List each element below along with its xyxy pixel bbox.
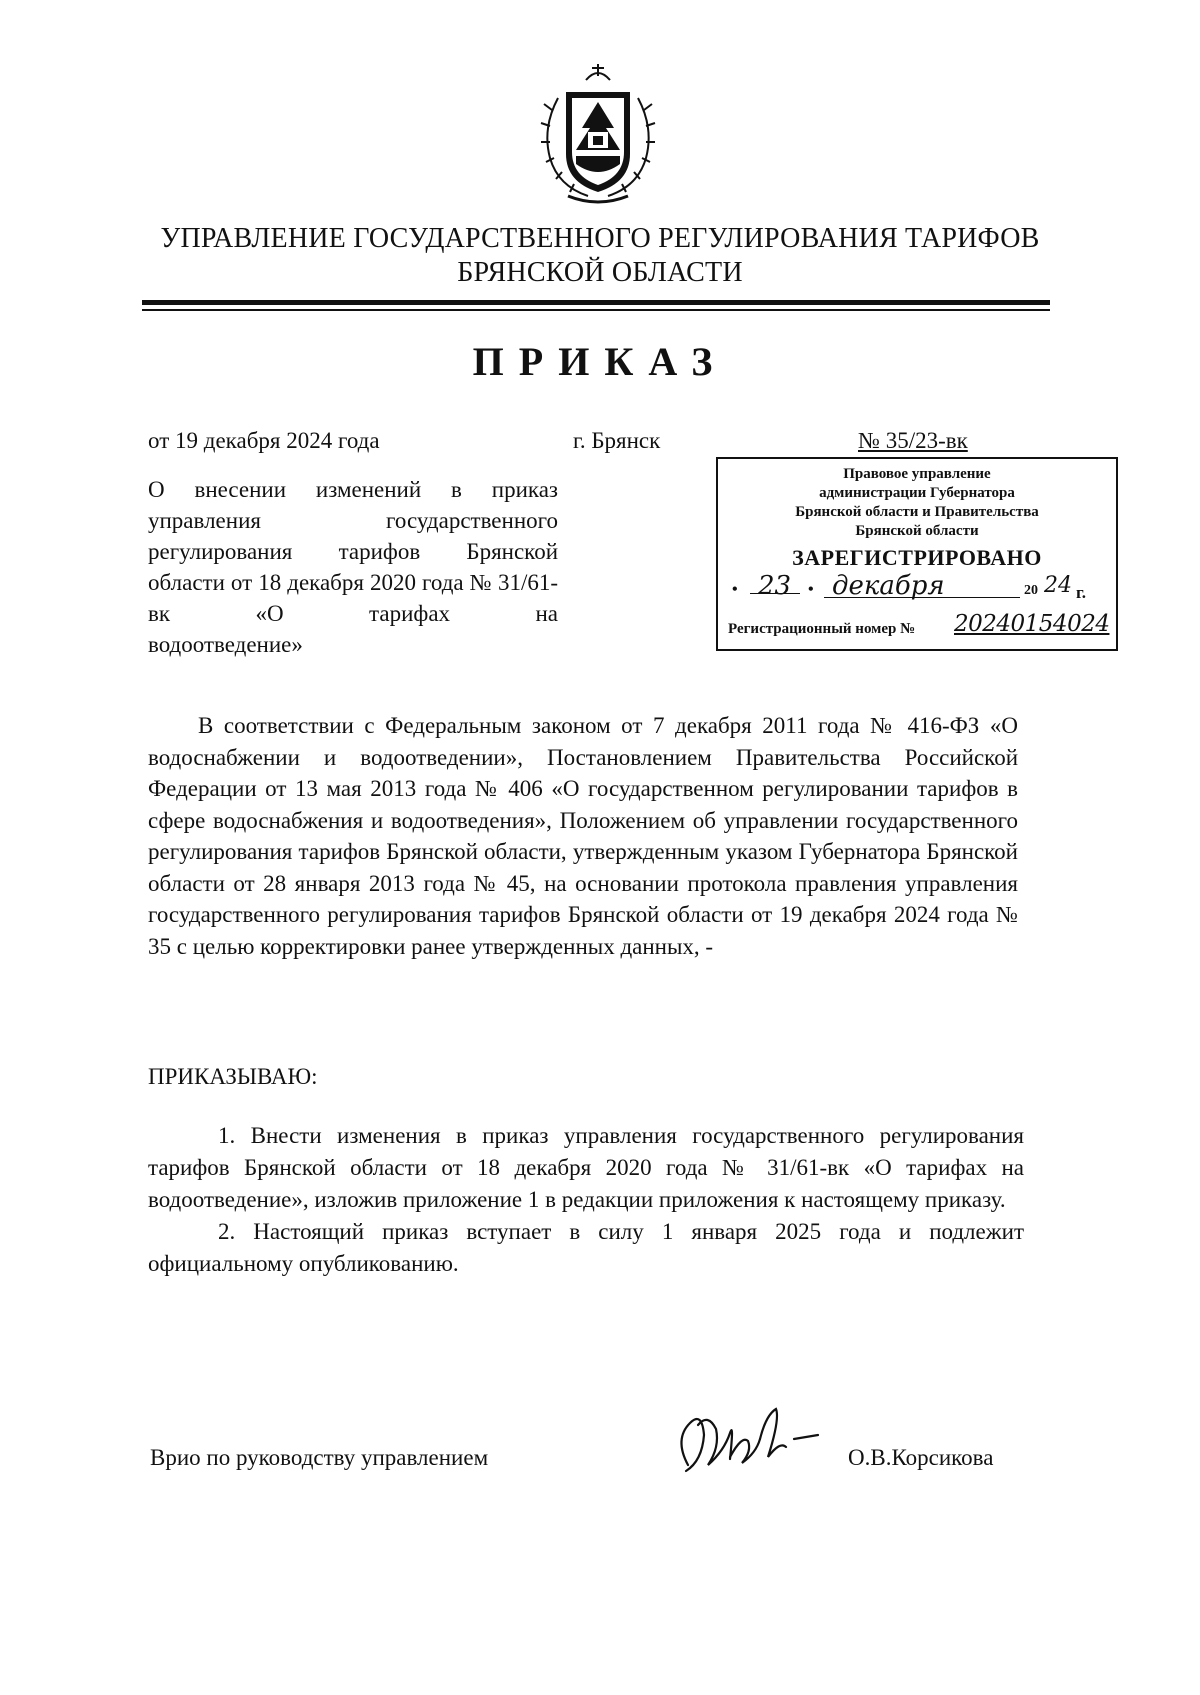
stamp-header <box>718 465 1116 541</box>
preamble-paragraph <box>148 710 1018 962</box>
stamp-registration-row <box>728 611 1112 643</box>
stamp-line-3: Брянской области и Правительства <box>795 504 1039 520</box>
stamp-year-suffix: г. <box>1076 583 1087 602</box>
stamp-dot-2: • <box>808 581 814 598</box>
header-rule-thin <box>142 309 1050 311</box>
coat-of-arms-emblem <box>528 58 668 208</box>
stamp-day: 23 <box>758 571 792 601</box>
document-subject <box>148 474 558 660</box>
preamble-text: В соответствии с Федеральным законом от 7 декабря 2011 года № 416-ФЗ «О водоснабжении и водоотведении», Постановлением Правительства Российской Федерации от 13 мая 2013 года № 406 «О государственном регулировании тарифов в сфере водоснабжения и водоотведения», Положением об управлении государственного регулирования тарифов Брянской области, утвержденным указом Губернатора Брянской области от 28 января 2013 года № 45, на основании протокола правления управления государственного регулирования тарифов Брянской области от 19 декабря 2024 года № 35 с целью корректировки ранее утвержденных данных, - <box>148 713 1018 959</box>
stamp-line-2: администрации Губернатора <box>819 485 1015 501</box>
stamp-reg-number: 20240154024 <box>954 611 1110 637</box>
stamp-reg-label: Регистрационный номер № <box>728 621 916 637</box>
stamp-dot-1: • <box>732 581 738 598</box>
document-city: г. Брянск <box>573 428 661 453</box>
stamp-year-hand: 24 <box>1044 573 1072 598</box>
stamp-year-prefix: 20 <box>1024 583 1038 598</box>
order-items <box>148 1120 1024 1280</box>
organization-line-1: УПРАВЛЕНИЕ ГОСУДАРСТВЕННОГО РЕГУЛИРОВАНИЯ ТАРИФОВ <box>160 223 1040 254</box>
order-item-1: 1. Внести изменения в приказ управления государственного регулирования тарифов Брянской области от 18 декабря 2020 года № 31/61-вк «О тарифах на водоотведение», изложив приложение 1 в редакции приложения к настоящему приказу. <box>148 1123 1024 1212</box>
subject-text: О внесении изменений в приказ управления государственного регулирования тарифов Брянской области от 18 декабря 2020 года № 31/61-вк «О тарифах на <box>148 477 558 626</box>
stamp-month: декабря <box>832 571 945 601</box>
organization-name <box>100 222 1100 290</box>
handwritten-signature <box>668 1395 828 1485</box>
stamp-line-1: Правовое управление <box>843 466 991 482</box>
organization-line-2: БРЯНСКОЙ ОБЛАСТИ <box>457 257 743 288</box>
order-heading: ПРИКАЗЫВАЮ: <box>148 1064 318 1089</box>
stamp-line-4: Брянской области <box>855 523 979 539</box>
document-date: от 19 декабря 2024 года <box>148 428 380 453</box>
stamp-date-row <box>732 571 1106 607</box>
header-rule-thick <box>142 300 1050 305</box>
document-number: № 35/23-вк <box>858 428 968 453</box>
stamp-status: ЗАРЕГИСТРИРОВАНО <box>792 545 1042 570</box>
signatory-position: Врио по руководству управлением <box>150 1445 489 1470</box>
document-title: ПРИКАЗ <box>472 339 728 384</box>
subject-last-line: водоотведение» <box>148 632 303 657</box>
signatory-name: О.В.Корсикова <box>848 1445 994 1470</box>
order-item-2: 2. Настоящий приказ вступает в силу 1 января 2025 года и подлежит официальному опубликованию. <box>148 1219 1024 1276</box>
registration-stamp <box>716 457 1118 651</box>
